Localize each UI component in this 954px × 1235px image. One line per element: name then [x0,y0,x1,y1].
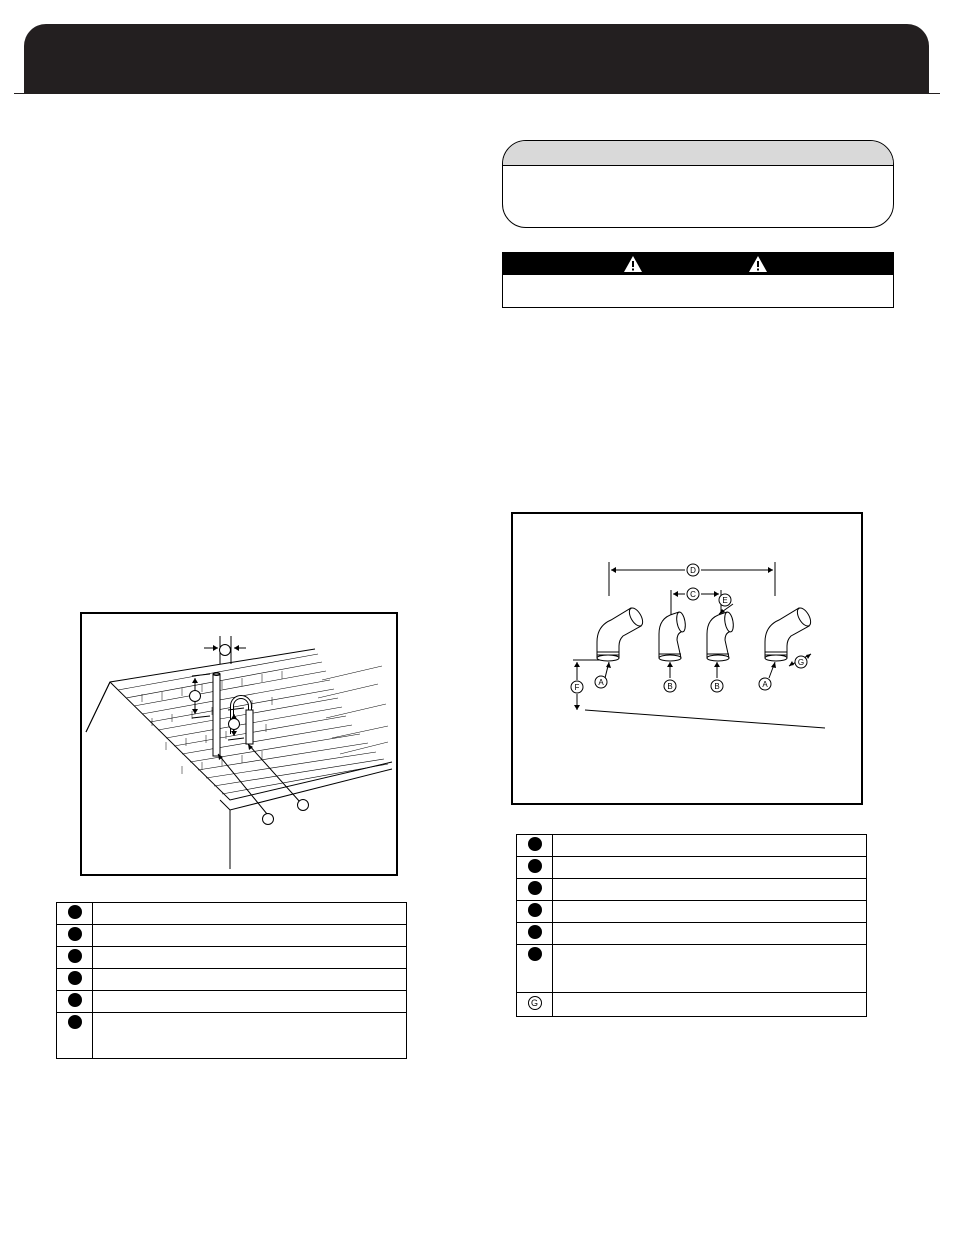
label-g: G [797,658,805,667]
table-row [517,945,867,993]
elbow-legend-table [516,834,867,1017]
black-dot-icon [68,971,82,985]
label-e: E [722,596,728,605]
table-row [517,901,867,923]
label-a-left: A [598,678,604,687]
black-dot-icon [528,947,542,961]
warning-box [502,252,894,308]
g-circle-icon: G [528,996,542,1010]
roof-callout-4 [263,814,274,825]
table-row [57,969,407,991]
table-row [517,879,867,901]
table-row [517,993,867,1017]
note-box [502,140,894,228]
warning-header [503,253,893,275]
table-row [57,1013,407,1059]
table-row [57,925,407,947]
table-row [57,991,407,1013]
header-rule [14,93,940,94]
warning-triangle-icon [623,255,643,273]
elbow-fittings-drawing [513,514,865,807]
table-row [517,923,867,945]
elbow-a-right [765,606,813,661]
note-header [503,141,893,166]
black-dot-icon [528,859,542,873]
table-row [517,835,867,857]
black-dot-icon [68,949,82,963]
table-row [517,857,867,879]
elbow-b-right [707,611,735,661]
elbow-a-left [597,606,645,661]
black-dot-icon [528,903,542,917]
warning-triangle-icon [748,255,768,273]
black-dot-icon [528,837,542,851]
roof-vent-drawing [82,614,400,878]
label-d: D [690,566,696,575]
roof-callout-3 [229,719,240,730]
label-a-right: A [762,680,768,689]
black-dot-icon [68,993,82,1007]
roof-legend-table [56,902,407,1059]
elbow-fittings-figure [511,512,863,805]
roof-callout-2 [190,691,201,702]
roof-callout-1 [220,645,231,656]
label-c: C [690,590,696,599]
elbow-b-left [659,611,687,661]
table-row [57,947,407,969]
black-dot-icon [528,925,542,939]
label-f: F [574,683,580,692]
roof-vent-figure [80,612,398,876]
black-dot-icon [68,927,82,941]
label-b-left: B [667,682,673,691]
black-dot-icon [68,1015,82,1029]
header-banner [24,24,929,94]
black-dot-icon [68,905,82,919]
black-dot-icon [528,881,542,895]
table-row [57,903,407,925]
label-b-right: B [714,682,720,691]
roof-callout-5 [298,800,309,811]
